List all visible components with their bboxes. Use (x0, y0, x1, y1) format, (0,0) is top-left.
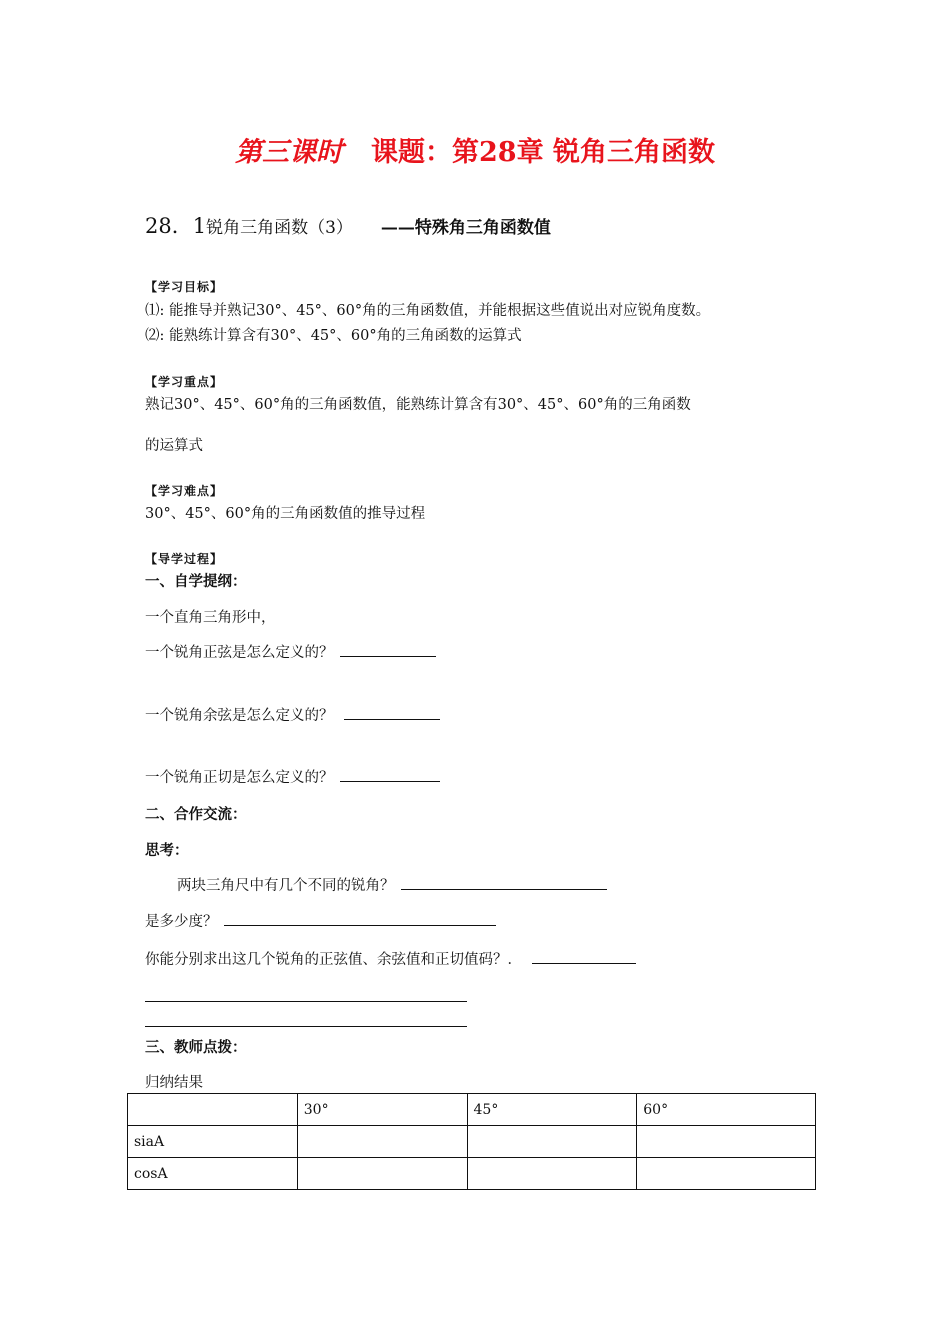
answer-blank-degrees[interactable] (224, 911, 496, 926)
process-label: 【导学过程】 (145, 552, 224, 566)
page-title (0, 130, 950, 169)
goal-item-1: ⑴: 能推导并熟记30°、45°、60°角的三角函数值，并能根据这些值说出对应锐角度数。 (145, 303, 711, 319)
section-number: 28．1 (145, 214, 207, 238)
question-tangent (145, 766, 440, 787)
key-points-line-1: 熟记30°、45°、60°角的三角函数值，能熟练计算含有30°、45°、60°角的三角函数 (145, 397, 691, 413)
answer-blank-cosine[interactable] (344, 705, 440, 720)
table-cell[interactable] (637, 1158, 816, 1190)
section2-heading: 二、合作交流： (145, 806, 247, 823)
table-row-label: siaA (128, 1126, 298, 1158)
goal-item-2: ⑵: 能熟练计算含有30°、45°、60°角的三角函数的运算式 (145, 328, 522, 344)
summary-label: 归纳结果 (145, 1075, 203, 1091)
topic-label: 课题：第28章 锐角三角函数 (371, 137, 715, 168)
question-degrees (145, 910, 496, 931)
table-header-row (128, 1094, 816, 1126)
section3-heading: 三、教师点拨： (145, 1039, 247, 1056)
question-cosine-text: 一个锐角余弦是怎么定义的？ (145, 708, 334, 724)
goals-label: 【学习目标】 (145, 280, 224, 294)
section-name: 锐角三角函数（3） (206, 218, 353, 238)
section-subtitle (145, 210, 551, 240)
answer-blank-sine[interactable] (340, 642, 436, 657)
answer-line-1[interactable] (145, 1001, 467, 1002)
question-values-text: 你能分别求出这几个锐角的正弦值、余弦值和正切值码？． (145, 952, 522, 968)
table-cell[interactable] (637, 1126, 816, 1158)
question-angles-count-text: 两块三角尺中有几个不同的锐角？ (177, 878, 395, 894)
table-cell[interactable] (297, 1126, 467, 1158)
table-row (128, 1126, 816, 1158)
table-row-label: cosA (128, 1158, 298, 1190)
answer-blank-angles-count[interactable] (401, 875, 607, 890)
question-angles-count (177, 874, 607, 895)
question-degrees-text: 是多少度？ (145, 914, 218, 930)
table-header-cell: 30° (297, 1094, 467, 1126)
difficulty-line-1: 30°、45°、60°角的三角函数值的推导过程 (145, 506, 426, 522)
table-cell[interactable] (297, 1158, 467, 1190)
table-header-cell (128, 1094, 298, 1126)
answer-line-2[interactable] (145, 1026, 467, 1027)
table-cell[interactable] (467, 1126, 637, 1158)
trig-values-table (127, 1093, 816, 1190)
key-points-line-2: 的运算式 (145, 438, 203, 454)
lesson-label: 第三课时 (235, 137, 343, 168)
answer-blank-values[interactable] (532, 949, 636, 964)
question-sine (145, 641, 436, 662)
answer-blank-tangent[interactable] (340, 767, 440, 782)
key-points-label: 【学习重点】 (145, 375, 224, 389)
table-cell[interactable] (467, 1158, 637, 1190)
question-values (145, 948, 636, 969)
table-row (128, 1158, 816, 1190)
question-tangent-text: 一个锐角正切是怎么定义的？ (145, 770, 334, 786)
difficulty-label: 【学习难点】 (145, 484, 224, 498)
section1-intro: 一个直角三角形中， (145, 610, 276, 626)
table-header-cell: 45° (467, 1094, 637, 1126)
question-sine-text: 一个锐角正弦是怎么定义的？ (145, 645, 334, 661)
section1-heading: 一、自学提纲： (145, 573, 247, 590)
section-tail: ——特殊角三角函数值 (380, 218, 551, 238)
think-label: 思考： (145, 842, 189, 859)
table-header-cell: 60° (637, 1094, 816, 1126)
question-cosine (145, 704, 440, 725)
